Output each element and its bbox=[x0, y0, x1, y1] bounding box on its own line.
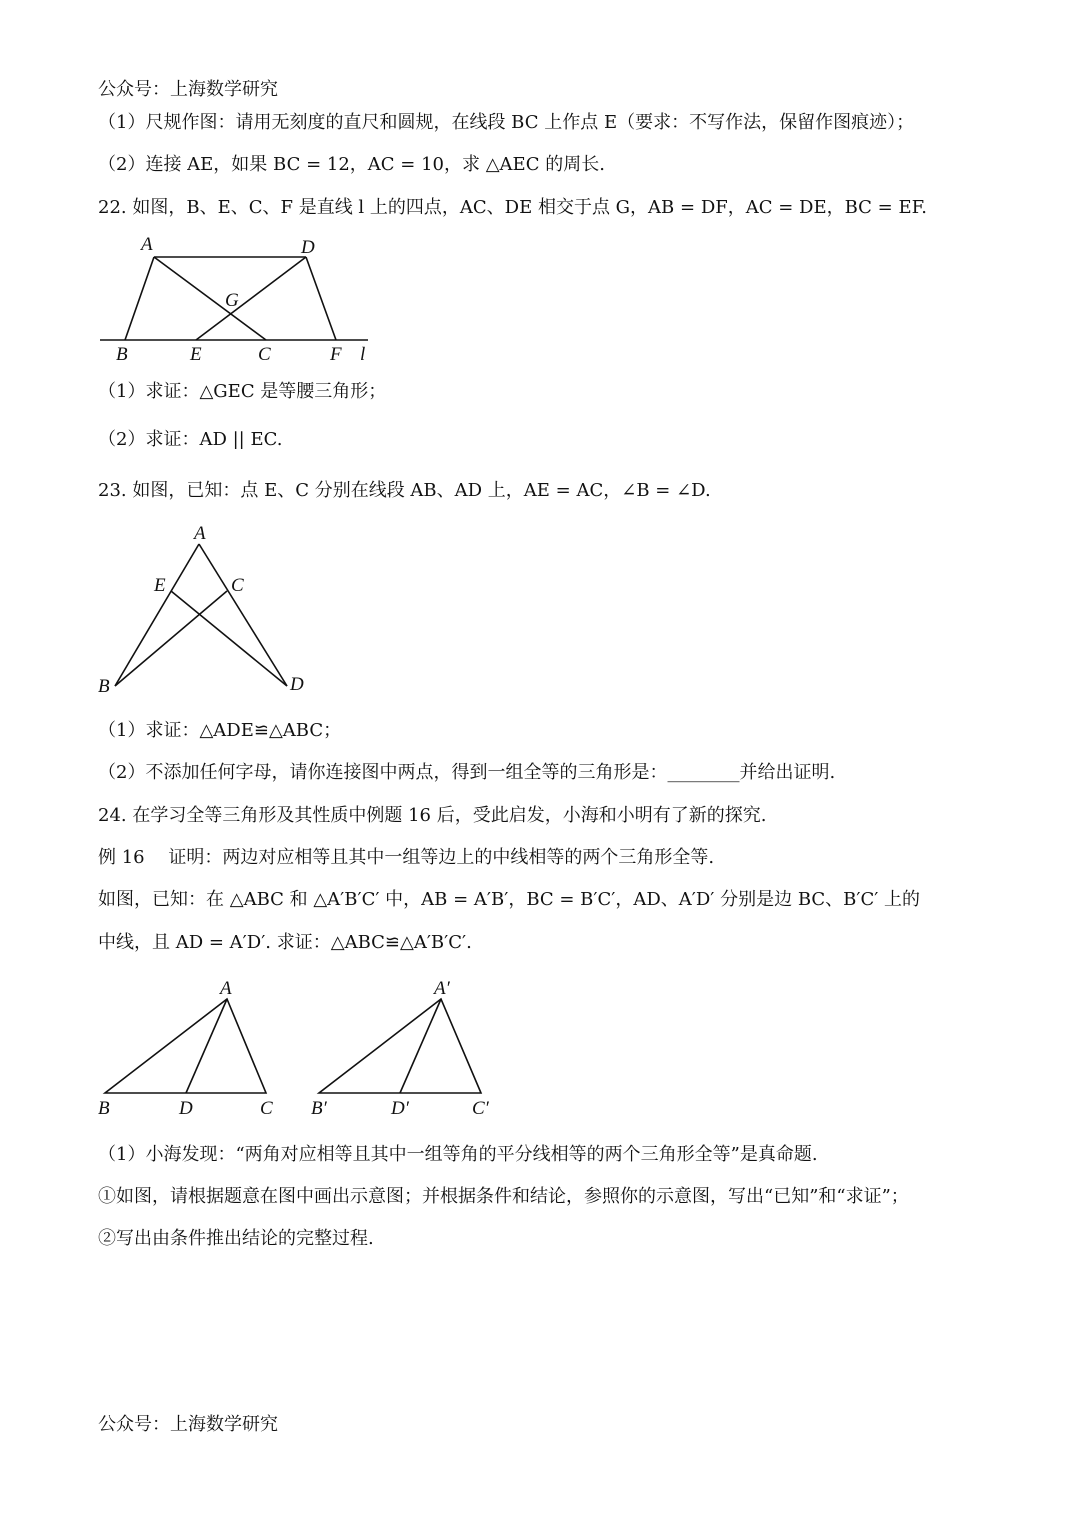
label-G: G bbox=[225, 290, 239, 311]
q24-part1-a: ①如图，请根据题意在图中画出示意图；并根据条件和结论，参照你的示意图，写出“已知”和“求证”； bbox=[98, 1186, 909, 1207]
label-E: E bbox=[190, 344, 202, 365]
q22-part2: （2）求证：AD || EC. bbox=[98, 429, 283, 450]
label-B-prime: B′ bbox=[311, 1098, 327, 1119]
label-B: B bbox=[98, 676, 110, 697]
median-A-D-prime bbox=[400, 999, 441, 1093]
q24-example: 例 16 证明：两边对应相等且其中一组等边上的中线相等的两个三角形全等. bbox=[98, 847, 715, 868]
q24-part1-b: ②写出由条件推出结论的完整过程. bbox=[98, 1228, 374, 1249]
label-B: B bbox=[116, 344, 128, 365]
label-D: D bbox=[290, 674, 304, 695]
page-header: 公众号：上海数学研究 bbox=[98, 79, 278, 100]
q21-part2: （2）连接 AE，如果 BC = 12，AC = 10，求 △AEC 的周长. bbox=[98, 154, 605, 175]
page-footer: 公众号：上海数学研究 bbox=[98, 1414, 278, 1435]
triangle-A-B-C-prime bbox=[319, 999, 481, 1093]
label-D-prime: D′ bbox=[391, 1098, 409, 1119]
q23-part1: （1）求证：△ADE≌△ABC； bbox=[98, 720, 342, 741]
label-C: C bbox=[231, 575, 244, 596]
q24-stem: 24. 在学习全等三角形及其性质中例题 16 后，受此启发，小海和小明有了新的探究. bbox=[98, 805, 767, 826]
q22-part1: （1）求证：△GEC 是等腰三角形； bbox=[98, 381, 387, 402]
label-l: l bbox=[360, 344, 366, 365]
triangle-ABC bbox=[105, 999, 266, 1093]
q24-part1: （1）小海发现：“两角对应相等且其中一组等角的平分线相等的两个三角形全等”是真命题. bbox=[98, 1144, 818, 1165]
q21-part1: （1）尺规作图：请用无刻度的直尺和圆规，在线段 BC 上作点 E（要求：不写作法，保留作图痕迹）； bbox=[98, 112, 915, 133]
label-A: A bbox=[220, 978, 232, 999]
q24-given-line1: 如图，已知：在 △ABC 和 △A′B′C′ 中，AB = A′B′，BC = B′C′，AD、A′D′ 分别是边 BC、B′C′ 上的 bbox=[98, 889, 921, 910]
q23-stem: 23. 如图，已知：点 E、C 分别在线段 AB、AD 上，AE = AC，∠B = ∠D. bbox=[98, 480, 711, 501]
label-C-prime: C′ bbox=[472, 1098, 489, 1119]
q23-part2: （2）不添加任何字母，请你连接图中两点，得到一组全等的三角形是：________并给出证明. bbox=[98, 762, 836, 783]
q22-stem: 22. 如图，B、E、C、F 是直线 l 上的四点，AC、DE 相交于点 G，AB = DF，AC = DE，BC = EF. bbox=[98, 197, 928, 218]
label-A: A bbox=[141, 234, 153, 255]
label-E: E bbox=[154, 575, 166, 596]
label-A-prime: A′ bbox=[434, 978, 450, 999]
label-B: B bbox=[98, 1098, 110, 1119]
label-D: D bbox=[301, 237, 315, 258]
label-D: D bbox=[179, 1098, 193, 1119]
label-A: A bbox=[194, 523, 206, 544]
label-C: C bbox=[260, 1098, 273, 1119]
q24-given-line2: 中线，且 AD = A′D′. 求证：△ABC≌△A′B′C′. bbox=[98, 932, 472, 953]
label-C: C bbox=[258, 344, 271, 365]
median-AD bbox=[186, 999, 227, 1093]
label-F: F bbox=[330, 344, 342, 365]
